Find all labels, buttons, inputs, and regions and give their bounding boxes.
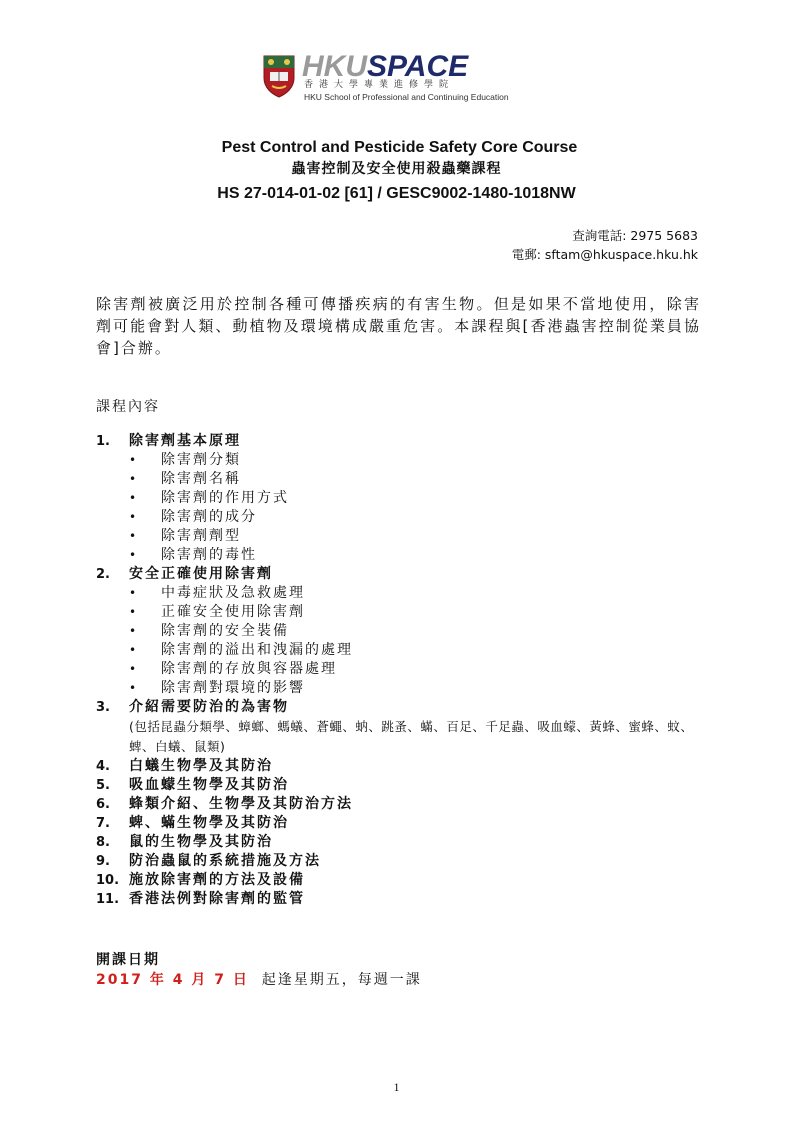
outline-subitem-text: 除害劑的毒性: [161, 547, 257, 563]
outline-subitem: [96, 622, 706, 641]
bullet-icon: •: [129, 586, 137, 600]
bullet-icon: •: [129, 681, 137, 695]
schedule-text: 起逢星期五，每週一課: [261, 972, 422, 988]
outline-item-title: 吸血蠓生物學及其防治: [129, 777, 289, 793]
outline-subitem-text: 除害劑對環境的影響: [161, 680, 305, 696]
outline-item: [96, 795, 706, 814]
page-number: 1: [393, 1080, 400, 1094]
hkuspace-logo: [262, 52, 552, 106]
outline-item: [96, 890, 706, 909]
outline-item-number: 4.: [96, 759, 110, 774]
outline-subitem: [96, 527, 706, 546]
course-content-heading: 課程內容: [96, 399, 160, 415]
start-date: 2017 年 4 月 7 日: [96, 972, 249, 988]
outline-item-title: 白蟻生物學及其防治: [129, 758, 273, 774]
outline-subitem: [96, 603, 706, 622]
phone-number: 2975 5683: [630, 228, 698, 243]
outline-subitem-text: 除害劑的作用方式: [161, 490, 289, 506]
brand-space: SPACE: [367, 50, 469, 83]
brand-chinese-name: 香港大學專業進修學院: [304, 80, 455, 90]
university-crest-icon: [262, 54, 296, 98]
outline-subitem-text: 除害劑劑型: [161, 528, 241, 544]
outline-subitem-text: 除害劑的存放與容器處理: [161, 661, 337, 677]
outline-subitem: [96, 451, 706, 470]
outline-item: [96, 776, 706, 795]
outline-item-note: (包括昆蟲分類學、蟑螂、螞蟻、蒼蠅、蚋、跳蚤、蟎、百足、千足蟲、吸血蠓、黃蜂、蜜蜂、蚊、蜱、白蟻、鼠類): [129, 719, 694, 754]
outline-subitem: [96, 470, 706, 489]
course-outline: [96, 432, 706, 909]
outline-item-title: 蜂類介紹、生物學及其防治方法: [129, 796, 353, 812]
outline-item: [96, 814, 706, 833]
brand-wordmark: [302, 52, 468, 82]
outline-item-number: 6.: [96, 797, 110, 812]
outline-subitem-text: 除害劑的成分: [161, 509, 257, 525]
outline-item: [96, 757, 706, 776]
outline-subitem-text: 除害劑名稱: [161, 471, 241, 487]
bullet-icon: •: [129, 510, 137, 524]
phone-row: [512, 226, 698, 245]
outline-item-number: 10.: [96, 873, 120, 888]
bullet-icon: •: [129, 529, 137, 543]
brand-hku: HKU: [302, 50, 367, 83]
bullet-icon: •: [129, 605, 137, 619]
email-row: [512, 245, 698, 264]
outline-item: [96, 852, 706, 871]
bullet-icon: •: [129, 624, 137, 638]
bullet-icon: •: [129, 643, 137, 657]
outline-item-number: 9.: [96, 854, 110, 869]
outline-item: [96, 833, 706, 852]
email-address[interactable]: sftam@hkuspace.hku.hk: [544, 247, 698, 262]
outline-item-title: 安全正確使用除害劑: [129, 566, 273, 582]
contact-info: [512, 226, 698, 264]
outline-subitem: [96, 660, 706, 679]
start-date-heading: 開課日期: [96, 952, 160, 968]
start-date-row: [96, 969, 422, 989]
outline-item-number: 3.: [96, 700, 110, 715]
bullet-icon: •: [129, 472, 137, 486]
outline-item-number: 7.: [96, 816, 110, 831]
outline-item-title: 防治蟲鼠的系統措施及方法: [129, 853, 321, 869]
outline-item-number: 11.: [96, 892, 120, 907]
outline-item-number: 5.: [96, 778, 110, 793]
course-code: HS 27-014-01-02 [61] / GESC9002-1480-1018NW: [217, 185, 576, 202]
outline-item-title: 施放除害劑的方法及設備: [129, 872, 305, 888]
outline-subitem-text: 除害劑的溢出和洩漏的處理: [161, 642, 353, 658]
outline-item-title: 除害劑基本原理: [129, 433, 241, 449]
outline-item-title: 介紹需要防治的為害物: [129, 699, 289, 715]
outline-subitem: [96, 641, 706, 660]
outline-subitem-text: 中毒症狀及急救處理: [161, 585, 305, 601]
outline-item-title: 香港法例對除害劑的監管: [129, 891, 305, 907]
outline-item: [96, 698, 706, 717]
bullet-icon: •: [129, 548, 137, 562]
outline-subitem-text: 正確安全使用除害劑: [161, 604, 305, 620]
outline-item-number: 8.: [96, 835, 110, 850]
intro-paragraph: 除害劑被廣泛用於控制各種可傳播疾病的有害生物。但是如果不當地使用，除害劑可能會對人類、動植物及環境構成嚴重危害。本課程與[香港蟲害控制從業員協會]合辦。: [96, 295, 701, 357]
bullet-icon: •: [129, 453, 137, 467]
bullet-icon: •: [129, 662, 137, 676]
course-titles: [0, 138, 793, 206]
outline-item: [96, 565, 706, 584]
outline-item-number: 1.: [96, 434, 110, 449]
outline-item: [96, 871, 706, 890]
phone-label: 查詢電話:: [572, 228, 627, 243]
brand-english-name: HKU School of Professional and Continuing Education: [304, 92, 509, 102]
course-title-chinese: 蟲害控制及安全使用殺蟲藥課程: [291, 161, 502, 177]
outline-item-title: 蜱、蟎生物學及其防治: [129, 815, 289, 831]
email-label: 電郵:: [511, 247, 541, 262]
outline-subitem: [96, 679, 706, 698]
outline-subitem: [96, 489, 706, 508]
outline-subitem: [96, 546, 706, 565]
outline-subitem-text: 除害劑的安全裝備: [161, 623, 289, 639]
outline-subitem-text: 除害劑分類: [161, 452, 241, 468]
outline-subitem: [96, 508, 706, 527]
course-title-english: Pest Control and Pesticide Safety Core Course: [221, 139, 578, 156]
outline-item: [96, 432, 706, 451]
outline-item-number: 2.: [96, 567, 110, 582]
outline-subitem: [96, 584, 706, 603]
bullet-icon: •: [129, 491, 137, 505]
outline-item-title: 鼠的生物學及其防治: [129, 834, 273, 850]
